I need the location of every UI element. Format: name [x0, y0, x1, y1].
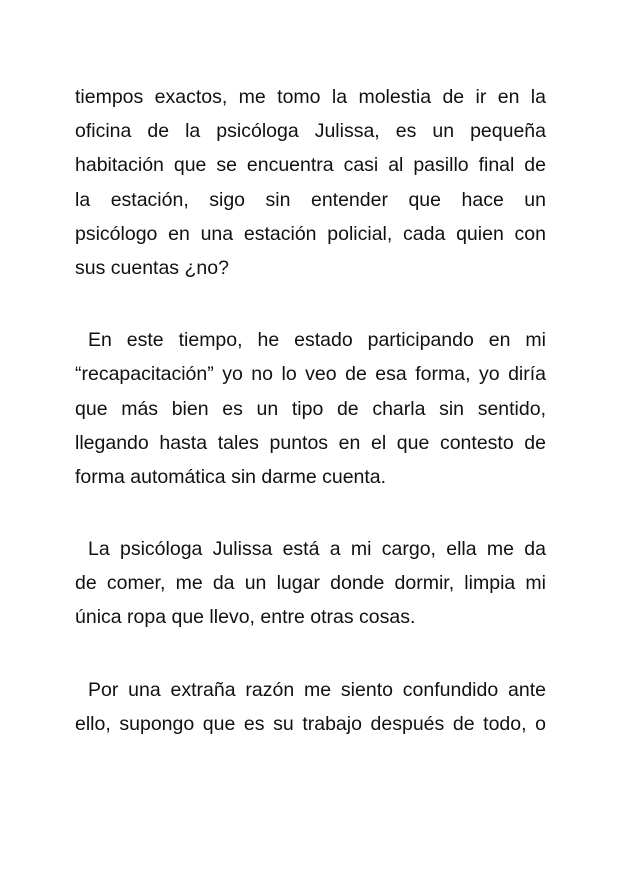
text-line: llegando hasta tales puntos en el que contesto de — [75, 431, 546, 454]
text-line: oficina de la psicóloga Julissa, es un pequeña — [75, 120, 546, 143]
text-line: la estación, sigo sin entender que hace un — [75, 188, 546, 211]
text-line: La psicóloga Julissa está a mi cargo, ella me da — [88, 538, 546, 561]
text-line: que más bien es un tipo de charla sin sentido, — [75, 397, 546, 420]
text-line: de comer, me da un lugar donde dormir, limpia mi — [75, 572, 546, 595]
paragraph-4 — [75, 673, 546, 741]
text-line: habitación que se encuentra casi al pasillo final de — [75, 154, 546, 177]
text-line: tiempos exactos, me tomo la molestia de ir en la — [75, 86, 546, 108]
text-line: ello, supongo que es su trabajo después de todo, o — [75, 712, 546, 735]
text-line: Por una extraña razón me siento confundido ante — [88, 678, 546, 701]
paragraph-2 — [75, 323, 546, 494]
text-line: forma automática sin darme cuenta. — [75, 465, 387, 488]
paragraph-1 — [75, 80, 546, 285]
text-line: “recapacitación” yo no lo veo de esa forma, yo diría — [75, 363, 546, 386]
text-line: En este tiempo, he estado participando en mi — [88, 329, 546, 352]
text-line: sus cuentas ¿no? — [75, 256, 229, 279]
body-text — [75, 80, 546, 779]
paragraph-3 — [75, 532, 546, 635]
text-line: psicólogo en una estación policial, cada quien con — [75, 222, 546, 245]
text-line: única ropa que llevo, entre otras cosas. — [75, 606, 416, 629]
